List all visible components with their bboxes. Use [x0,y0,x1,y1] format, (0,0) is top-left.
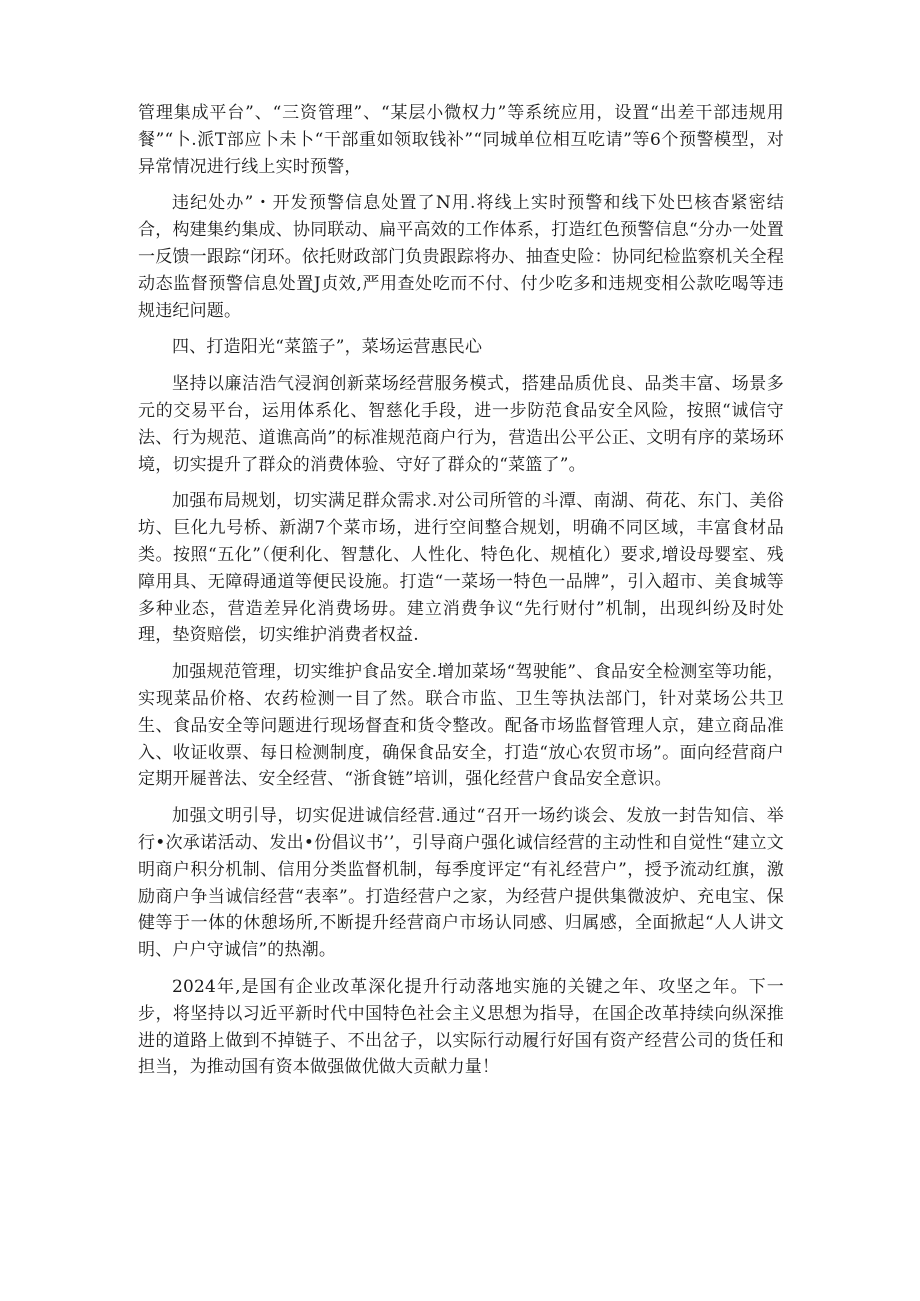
paragraph-market-mode: 坚持以廉洁浩气浸润创新菜场经营服务模式，搭建品质优良、品类丰富、场景多元的交易平台，运用体系化、智慈化手段，进一步防范食品安全风险，按照“诚信守法、行为规范、道谯高尚”的标准规范商户行为，营造出公平公正、文明有序的菜场环境，切实提升了群众的消费体验、守好了群众的“菜篮了”。 [138,374,784,475]
paragraph-intro-continued: 管理集成平台”、“三资管理”、“某层小微权力”等系统应用，设置“出差干部违规用餐”“卜.派T部应卜未卜“干部重如领取钱补”“同城单位相互吃请”等6个预警模型，对异常情况进行线上实时预警， [138,103,784,177]
document-page [138,100,784,1091]
paragraph-warning-handling: 违纪处办”・开发预警信息处置了N用.将线上实时预警和线下处巴核杳紧密结合，构建集约集成、协同联动、扁平高效的工作体系，打造红色预警信息“分办一处置一反馈一跟踪“闭环。依托财政部门负贵跟踪将办、抽查史险：协同纪检监察机关全程动态监督预警信息处置J贞效,严用查处吃而不付、付少吃多和违规变相公款吃喝等违规违纪问题。 [138,193,784,321]
paragraph-civility-guidance: 加强文明引导，切实促进诚信经营.通过“召开一场约谈会、发放一封告知信、举行•次承诺活动、发出•份倡议书’’，引导商户强化诚信经营的主动性和自觉性“建立文明商户积分机制、信用分类监督机制，每季度评定“有礼经营户”，授予流动红旗，激励商户争当诚信经营“表率”。打造经营户之家，为经营户提供集微波炉、充电宝、保健等于一体的休憩场所,不断提升经营商户市场认同感、归属感，全面掀起“人人讲文明、户户守诚信”的热潮。 [138,806,784,961]
paragraph-layout-planning: 加强布局规划，切实满足群众需求.对公司所管的斗潭、南湖、荷花、东门、美俗坊、巨化九号桥、新湖7个菜市场，进行空间整合规划，明确不同区域，丰富食材品类。按照“五化”（便利化、智慧化、人性化、特色化、规植化）要求,增设母婴室、残障用具、无障碍通道等便民设施。打造“一菜场一特色一品牌”，引入超市、美食城等多种业态，营造差异化消费场毋。建立消费争议“先行财付”机制，出现纠纷及时处理，垫资赔偿，切实维护消费者权益. [138,491,784,646]
section-heading-four: 四、打造阳光“菜篮子”，菜场运营惠民心 [172,337,483,358]
paragraph-food-safety: 加强规范管理，切实维护食品安全.增加菜场“驾驶能”、食品安全检测室等功能，实现菜品价格、农药检测一目了然。联合市监、卫生等执法部门，针对菜场公共卫生、食品安全等问题进行现场督査和货令整改。配备市场监督管理人京，建立商品准入、收证收票、每日检测制度，确保食品安全，打造“放心农贸市场”。面向经营商户定期开屣普法、安全经营、“浙食链”培训，强化经营户食品安全意识。 [138,662,784,790]
paragraph-conclusion-2024: 2024年,是国有企业改革深化提升行动落地实施的关键之年、攻坚之年。下一步，将坚持以习近平新时代中国特色社会主义思想为指导，在国企改革持续向纵深推进的道路上做到不掉链子、不出岔子，以实际行动履行好国有资产经营公司的货任和担当，为推动国有资本做强做优做大贡献力量！ [138,976,784,1078]
